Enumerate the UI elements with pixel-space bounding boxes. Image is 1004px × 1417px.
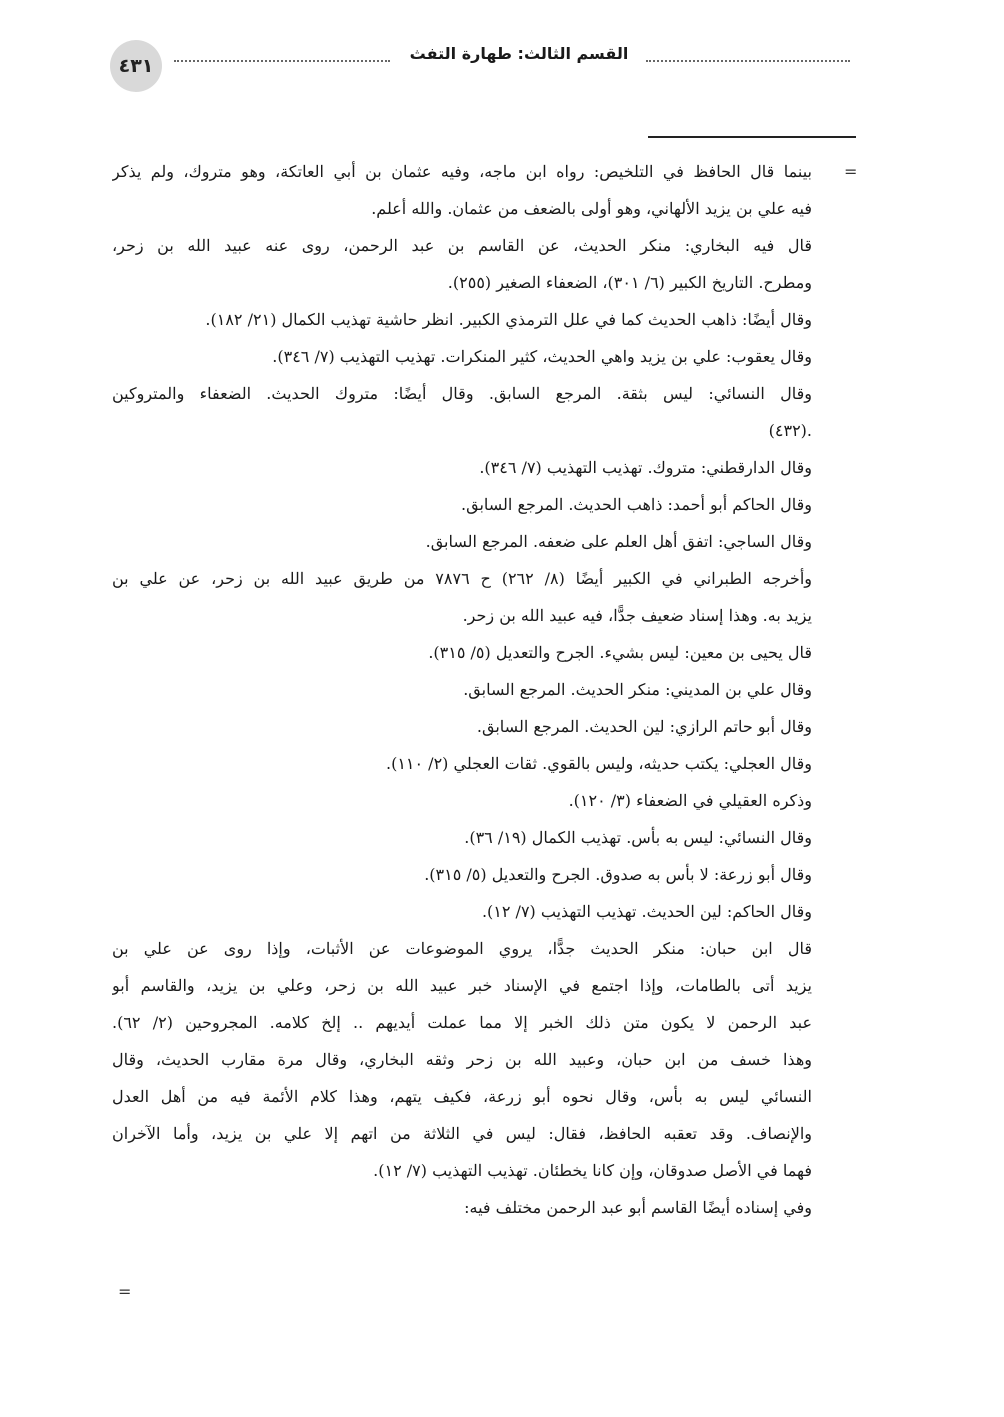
footnote-line: يزيد به. وهذا إسناد ضعيف جدًّا، فيه عبيد الله بن زحر. xyxy=(462,606,812,625)
footnote-line: وهذا خسف من ابن حبان، وعبيد الله بن زحر وثقه البخاري، وقال مرة مقارب الحديث، وقال xyxy=(112,1050,812,1069)
dotted-leader-right xyxy=(646,60,850,62)
dotted-leader-left xyxy=(174,60,390,62)
footnote-line: قال فيه البخاري: منكر الحديث، عن القاسم بن عبد الرحمن، روى عنه عبيد الله بن زحر، xyxy=(112,236,812,255)
footnote-line: (٤٣٢). xyxy=(768,421,812,440)
footnote-line: عبد الرحمن لا يكون متن ذلك الخبر إلا مما عملت أيديهم .. إلخ كلامه. المجروحين (٢/ ٦٢). xyxy=(112,1013,812,1032)
footnote-text xyxy=(112,153,812,1226)
footnote-line: بينما قال الحافظ في التلخيص: رواه ابن ماجه، وفيه عثمان بن أبي العاتكة، وهو متروك، ولم يذكر xyxy=(112,162,812,181)
footnote-line: وقال الحاكم أبو أحمد: ذاهب الحديث. المرجع السابق. xyxy=(461,495,812,514)
footnote-line: وقال العجلي: يكتب حديثه، وليس بالقوي. ثقات العجلي (٢/ ١١٠). xyxy=(385,754,812,773)
footnote-line: وقال أبو زرعة: لا بأس به صدوق. الجرح والتعديل (٥/ ٣١٥). xyxy=(424,865,812,884)
continuation-mark-bottom: = xyxy=(118,1282,132,1301)
footnote-line: وقال يعقوب: علي بن يزيد واهي الحديث، كثير المنكرات. تهذيب التهذيب (٧/ ٣٤٦). xyxy=(272,347,812,366)
footnote-line: وفي إسناده أيضًا القاسم أبو عبد الرحمن مختلف فيه: xyxy=(464,1198,812,1217)
footnote-separator-rule xyxy=(648,136,856,138)
footnote-line: وقال الساجي: اتفق أهل العلم على ضعفه. المرجع السابق. xyxy=(425,532,812,551)
footnote-line: وقال أيضًا: ذاهب الحديث كما في علل الترمذي الكبير. انظر حاشية تهذيب الكمال (٢١/ ١٨٢). xyxy=(205,310,812,329)
footnote-line: قال يحيى بن معين: ليس بشيء. الجرح والتعديل (٥/ ٣١٥). xyxy=(428,643,812,662)
footnote-line: وقال أبو حاتم الرازي: لين الحديث. المرجع السابق. xyxy=(476,717,812,736)
page-number: ٤٣١ xyxy=(110,40,162,92)
footnote-line: وأخرجه الطبراني في الكبير أيضًا (٨/ ٢٦٢) ح ٧٨٧٦ من طريق عبيد الله بن زحر، عن علي بن xyxy=(112,569,812,588)
footnote-line: فهما في الأصل صدوقان، وإن كانا يخطئان. تهذيب التهذيب (٧/ ١٢). xyxy=(373,1161,812,1180)
footnote-line: وقال الحاكم: لين الحديث. تهذيب التهذيب (٧/ ١٢). xyxy=(481,902,812,921)
footnote-line: وقال النسائي: ليس به بأس. تهذيب الكمال (١٩/ ٣٦). xyxy=(464,828,812,847)
footnote-line: وقال الدارقطني: متروك. تهذيب التهذيب (٧/ ٣٤٦). xyxy=(479,458,812,477)
footnote-line: وذكره العقيلي في الضعفاء (٣/ ١٢٠). xyxy=(568,791,812,810)
footnote-line: وقال علي بن المديني: منكر الحديث. المرجع السابق. xyxy=(463,680,812,699)
chapter-title: القسم الثالث: طهارة التفث xyxy=(409,44,629,63)
footnote-line: النسائي ليس به بأس، وقال نحوه أبو زرعة، فكيف يتهم، وهذا كلام الأئمة فيه من أهل العدل xyxy=(112,1087,812,1106)
page-header xyxy=(110,40,850,100)
footnote-line: والإنصاف. وقد تعقبه الحافظ، فقال: ليس في الثلاثة من اتهم إلا علي بن يزيد، وأما الآخران xyxy=(112,1124,812,1143)
footnote-line: قال ابن حبان: منكر الحديث جدًّا، يروي الموضوعات عن الأثبات، وإذا روى عن علي بن xyxy=(112,939,812,958)
footnote-line: وقال النسائي: ليس بثقة. المرجع السابق. وقال أيضًا: متروك الحديث. الضعفاء والمتروكين xyxy=(112,384,812,403)
footnote-line: ومطرح. التاريخ الكبير (٦/ ٣٠١)، الضعفاء الصغير (٢٥٥). xyxy=(447,273,812,292)
footnote-line: يزيد أتى بالطامات، وإذا اجتمع في الإسناد خبر عبيد الله بن زحر، وعلي بن يزيد، والقاسم أبو xyxy=(112,976,812,995)
continuation-mark-top: = xyxy=(844,162,858,181)
footnote-line: فيه علي بن يزيد الألهاني، وهو أولى بالضعف من عثمان. والله أعلم. xyxy=(371,199,812,218)
